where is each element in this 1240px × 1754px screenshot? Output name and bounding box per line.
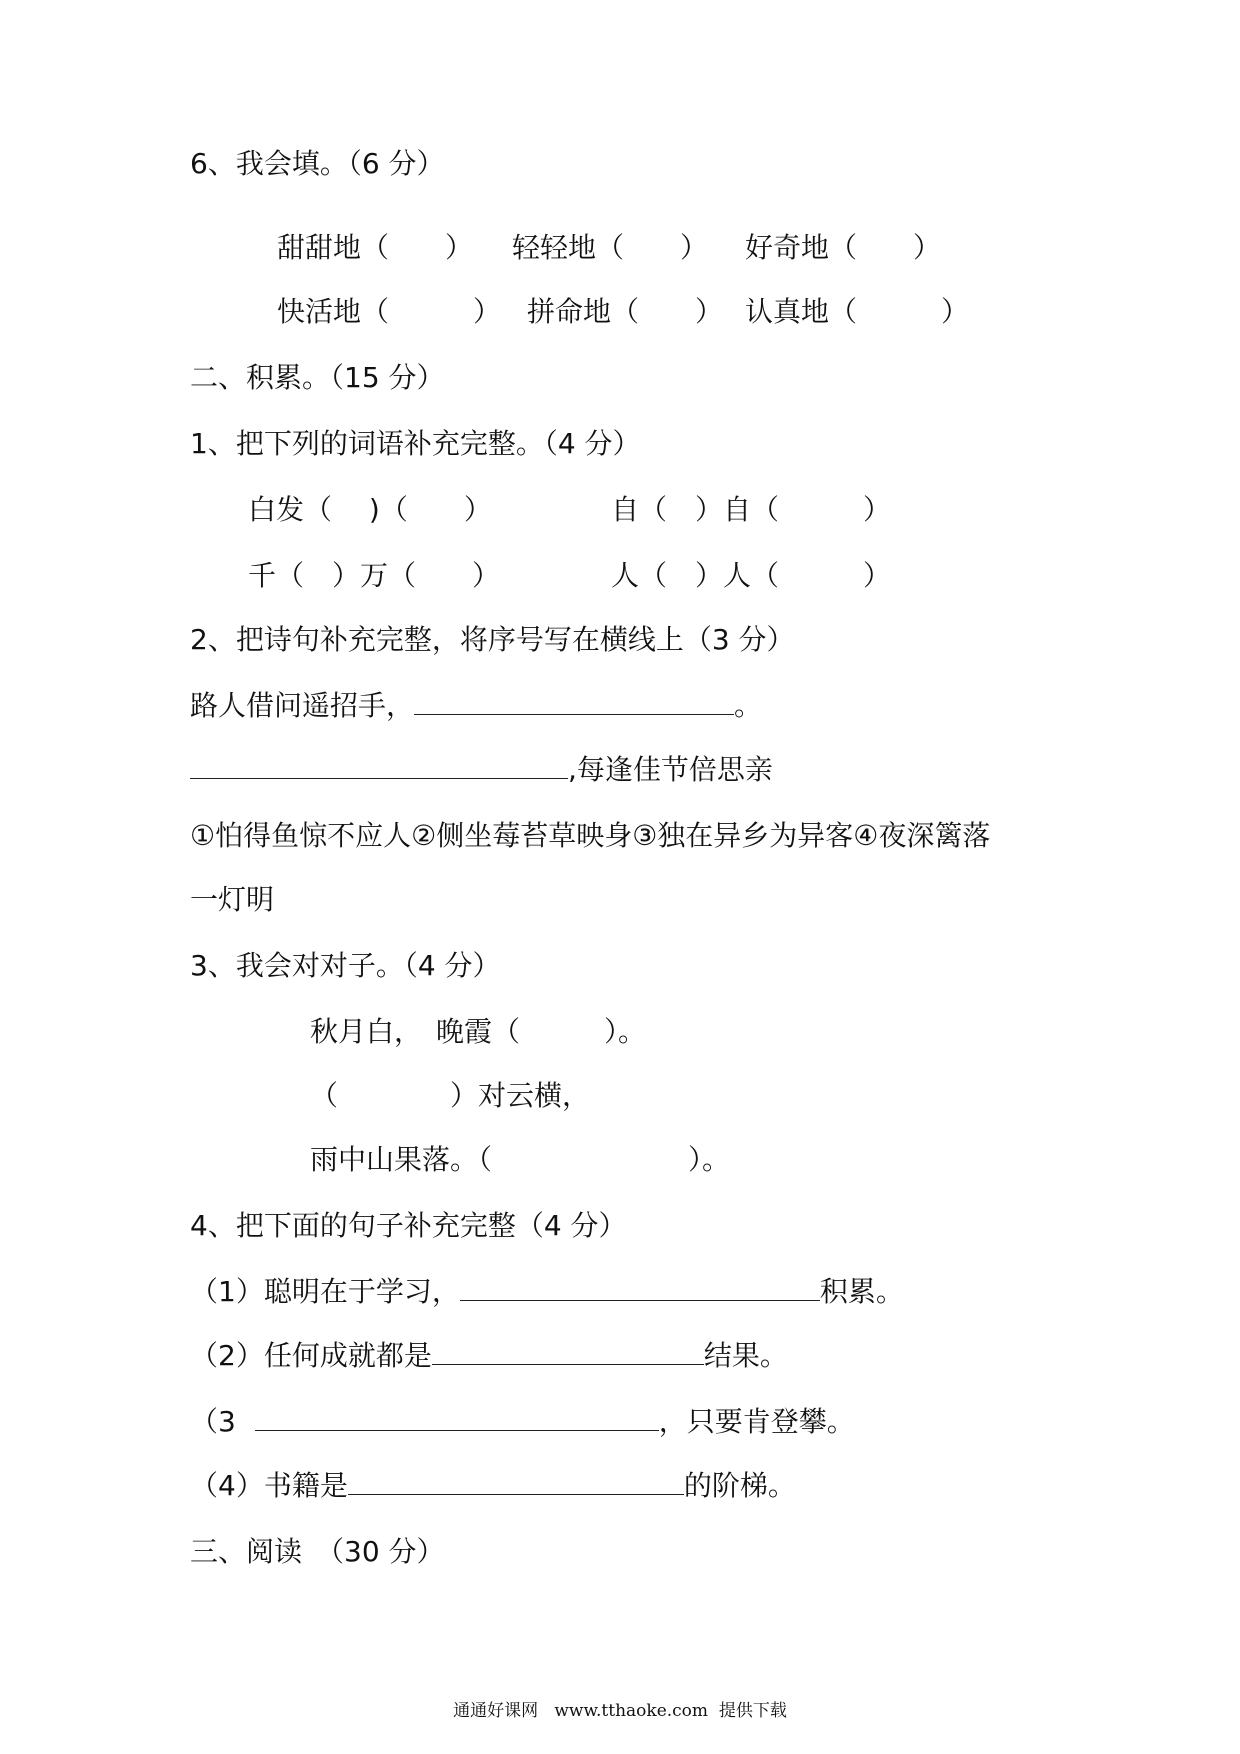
s2-q4-sentence-4 xyxy=(190,1468,796,1504)
s2-q1-item-2: 自（ ）自（ ） xyxy=(611,493,892,526)
section-2-title: 二、积累。（15 分） xyxy=(190,361,445,394)
sentence-2-text: （2）任何成就都是 xyxy=(190,1339,432,1372)
poem-blank-1[interactable] xyxy=(414,688,734,715)
section-3-title: 三、阅读 （30 分） xyxy=(190,1535,445,1568)
q6-item-3: 好奇地（ ） xyxy=(745,231,942,264)
q6-item-1: 甜甜地（ ） xyxy=(277,231,474,264)
s2-q4-sentence-2 xyxy=(190,1338,788,1374)
s2-q2-title: 2、把诗句补充完整，将序号写在横线上（3 分） xyxy=(190,623,795,656)
s2-q3-line-3: 雨中山果落。（ ）。 xyxy=(310,1143,731,1176)
s2-q2-options-1: ①怕得鱼惊不应人②侧坐莓苔草映身③独在异乡为异客④夜深篱落 xyxy=(190,819,991,852)
s2-q2-options-2: 一灯明 xyxy=(190,883,275,916)
sentence-2-end: 结果。 xyxy=(703,1339,788,1372)
s2-q3-title: 3、我会对对子。（4 分） xyxy=(190,949,501,982)
sentence-blank-2[interactable] xyxy=(432,1338,704,1365)
s2-q1-item-4: 人（ ）人（ ） xyxy=(611,559,892,592)
s2-q3-line-2: （ ）对云横， xyxy=(310,1079,591,1112)
sentence-1-end: 积累。 xyxy=(819,1275,904,1308)
poem-blank-2[interactable] xyxy=(190,752,568,779)
poem-line-1-text: 路人借问遥招手， xyxy=(190,689,415,722)
q6-title: 6、我会填。（6 分） xyxy=(190,147,445,180)
sentence-blank-3[interactable] xyxy=(255,1404,659,1431)
sentence-4-text: （4）书籍是 xyxy=(190,1469,348,1502)
sentence-blank-4[interactable] xyxy=(348,1468,684,1495)
q6-item-5: 拼命地（ ） xyxy=(527,295,724,328)
s2-q1-item-1: 白发（ )（ ） xyxy=(248,493,492,526)
s2-q1-title: 1、把下列的词语补充完整。（4 分） xyxy=(190,427,641,460)
s2-q4-sentence-1 xyxy=(190,1274,904,1310)
q6-item-6: 认真地（ ） xyxy=(745,295,970,328)
sentence-4-end: 的阶梯。 xyxy=(683,1469,796,1502)
s2-q2-line-1 xyxy=(190,688,762,724)
s2-q2-line-2 xyxy=(190,752,773,788)
sentence-blank-1[interactable] xyxy=(460,1274,820,1301)
page-footer: 通通好课网 www.tthaoke.com 提供下载 xyxy=(453,1701,787,1721)
sentence-3-text: （3 xyxy=(190,1405,245,1438)
sentence-3-end: ，只要肯登攀。 xyxy=(658,1405,855,1438)
poem-line-1-end: 。 xyxy=(734,689,763,722)
s2-q4-sentence-3 xyxy=(190,1404,855,1440)
s2-q4-title: 4、把下面的句子补充完整（4 分） xyxy=(190,1209,627,1242)
s2-q3-line-1: 秋月白， 晚霞（ ）。 xyxy=(310,1015,647,1048)
q6-item-2: 轻轻地（ ） xyxy=(512,231,709,264)
poem-line-2-text: ,每逢佳节倍思亲 xyxy=(568,753,773,786)
s2-q1-item-3: 千（ ）万（ ） xyxy=(248,559,501,592)
q6-item-4: 快活地（ ） xyxy=(277,295,502,328)
sentence-1-text: （1）聪明在于学习， xyxy=(190,1275,460,1308)
